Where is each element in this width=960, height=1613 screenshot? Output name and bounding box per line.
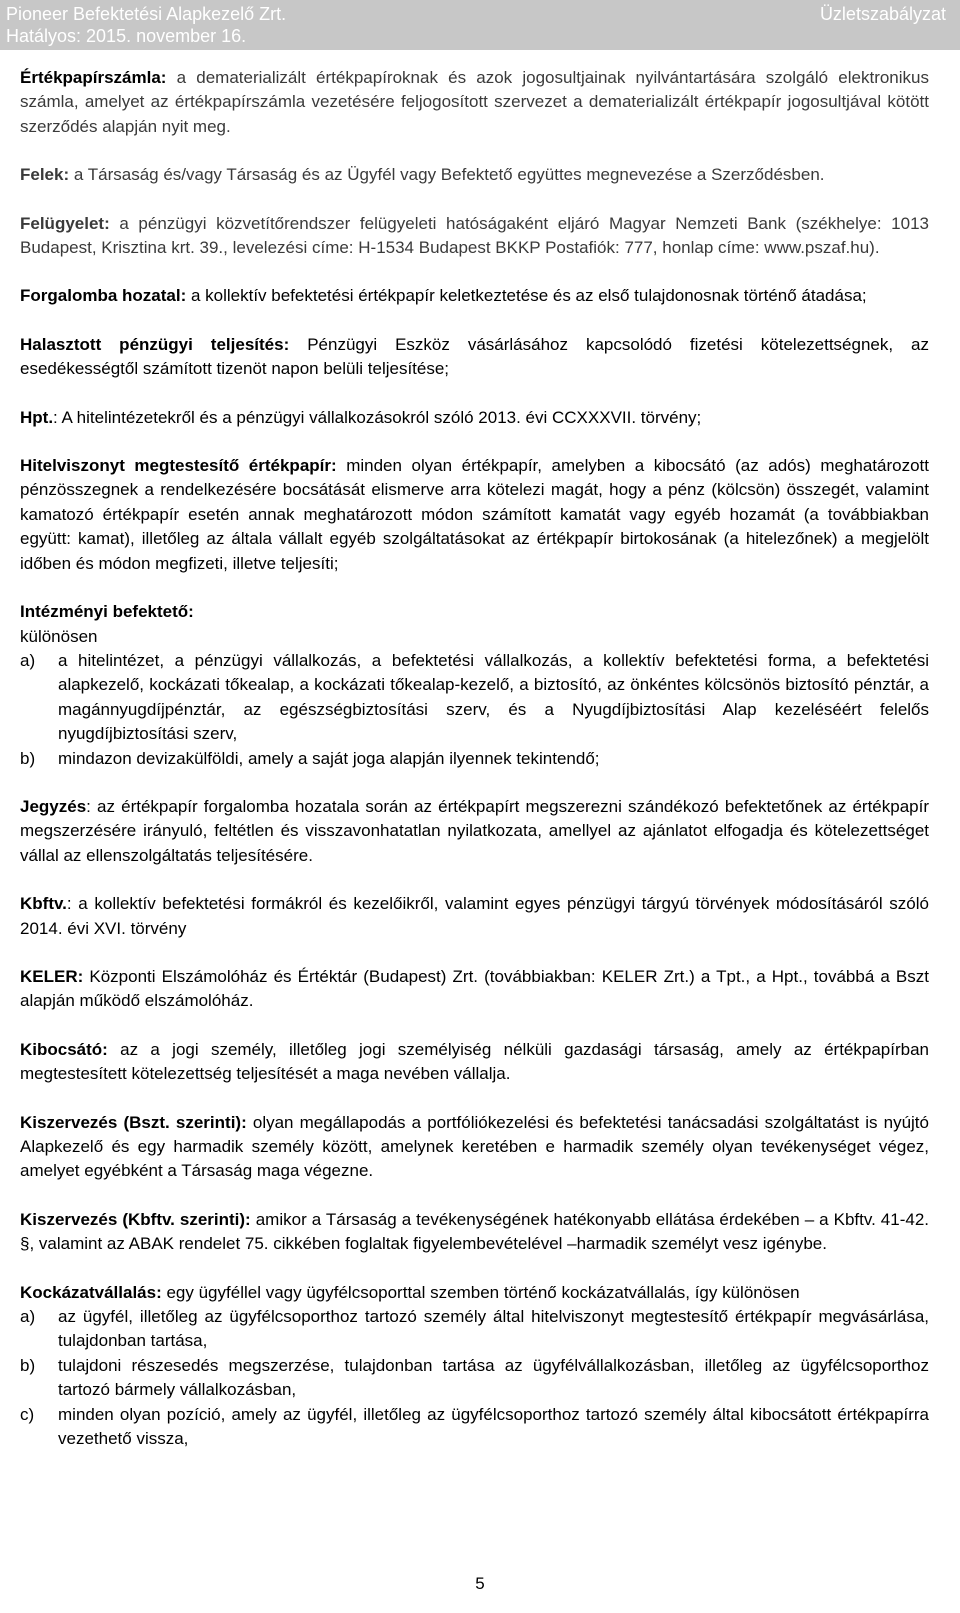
risk-term: Kockázatvállalás: — [20, 1282, 162, 1302]
definition-forgalomba-hozatal: Forgalomba hozatal: a kollektív befektetési értékpapír keletkeztetése és az első tulajdonosnak történő átadása; — [20, 286, 867, 306]
document-body — [20, 66, 929, 1475]
definition-felugyelet: Felügyelet: a pénzügyi közvetítőrendszer felügyeleti hatóságaként eljáró Magyar Nemzeti Bank (székhelye: 1013 Budapest, Krisztina krt. 39., levelezési címe: H-1534 Budapest BKKP Postafiók: 777, honlap címe: www.pszaf.hu). — [20, 213, 929, 258]
list-item: c) minden olyan pozíció, amely az ügyfél, illetőleg az ügyfélcsoporthoz tartozó személy által kibocsátott értékpapírra vezethető vissza, — [20, 1404, 929, 1449]
list-item: b) tulajdoni részesedés megszerzése, tulajdonban tartása az ügyfélvállalkozásban, illetőleg az ügyfélcsoporthoz tartozó bármely vállalkozásban, — [20, 1355, 929, 1400]
definition-kbftv: Kbftv.: a kollektív befektetési formákról és kezelőikről, valamint egyes pénzügyi tárgyú törvények módosításáról szóló 2014. évi XVI. törvény — [20, 894, 929, 938]
definition-kockazatvallalas — [20, 1281, 929, 1452]
definition-intezmenyi-befekteto — [20, 600, 929, 771]
list-item: b) mindazon devizakülföldi, amely a saját joga alapján ilyennek tekintendő; — [20, 748, 600, 768]
page-header — [0, 0, 960, 50]
risk-intro: egy ügyféllel vagy ügyfélcsoporttal szemben történő kockázatvállalás, így különösen — [161, 1282, 800, 1302]
header-left — [6, 3, 286, 47]
page-number: 5 — [475, 1574, 485, 1593]
effective-date: Hatályos: 2015. november 16. — [6, 26, 247, 46]
definition-kiszervezes-kbftv: Kiszervezés (Kbftv. szerinti): amikor a Társaság a tevékenységének hatékonyabb ellátása érdekében – a Kbftv. 41-42. §, valamint az ABAK rendelet 75. cikkében foglaltak figyelembevételével –harmadik személyt vesz igénybe. — [20, 1209, 929, 1254]
definition-hitelviszony: Hitelviszonyt megtestesítő értékpapír: minden olyan értékpapír, amelyben a kibocsátó (az adós) meghatározott pénzösszegnek a rendelkezésére bocsátását elismerve arra kötelezi magát, hogy a pénz (kölcsön) összegét, valamint kamatozó értékpapír esetén annak meghatározott módon számított kamatát vagy egyéb hozamát (a továbbiakban együtt: kamat), illetőleg az általa vállalt egyéb szolgáltatásokat az értékpapír birtokosának (a hitelezőnek) a megjelölt időben és módon megfizeti, illetve teljesíti; — [20, 456, 929, 573]
definition-ertekpapirszamla: Értékpapírszámla: a dematerializált értékpapíroknak és azok jogosultjainak nyilvántartására szolgáló elektronikus számla, amelyet az értékpapírszámla vezetésére feljogosított szervezet a dematerializált értékpapír jogosultjával kötött szerződés alapján nyit meg. — [20, 68, 929, 136]
list-item: a) az ügyfél, illetőleg az ügyfélcsoporthoz tartozó személy által hitelviszonyt megtestesítő értékpapír megvásárlása, tulajdonban tartása, — [20, 1307, 929, 1351]
definition-hpt: Hpt.: A hitelintézetekről és a pénzügyi vállalkozásokról szóló 2013. évi CCXXXVII. törvény; — [20, 407, 702, 427]
institutional-intro: különösen — [20, 626, 98, 646]
definition-halasztott-teljesites: Halasztott pénzügyi teljesítés: Pénzügyi Eszköz vásárlásához kapcsolódó fizetési kötelezettségnek, az esedékességtől számított tizenöt napon belüli teljesítése; — [20, 334, 929, 379]
definition-felek: Felek: a Társaság és/vagy Társaság és az Ügyfél vagy Befektető együttes megnevezése a Szerződésben. — [20, 165, 825, 185]
definition-jegyzes: Jegyzés: az értékpapír forgalomba hozatala során az értékpapírt megszerezni szándékozó befektetőnek az értékpapír megszerzésére irányuló, feltétlen és visszavonhatatlan nyilatkozata, amellyel az ajánlatot elfogadja és kötelezettséget vállal az ellenszolgáltatás teljesítésére. — [20, 796, 929, 865]
list-item: a) a hitelintézet, a pénzügyi vállalkozás, a befektetési vállalkozás, a kollektív befektetési forma, a befektetési alapkezelő, kockázati tőkealap, a kockázati tőkealap-kezelő, a biztosító, az önkéntes kölcsönös biztosító pénztár, a magánnyugdíjpénztár, az egészségbiztosítási szerv, és a Nyugdíjbiztosítási Alap kezeléséért felelős nyugdíjbiztosítási szerv, — [20, 650, 929, 744]
institutional-term: Intézményi befektető: — [20, 602, 194, 622]
definition-keler: KELER: Központi Elszámolóház és Értéktár (Budapest) Zrt. (továbbiakban: KELER Zrt.) a Tpt., a Hpt., továbbá a Bszt alapján működő elszámolóház. — [20, 966, 929, 1011]
definition-kiszervezes-bszt: Kiszervezés (Bszt. szerinti): olyan megállapodás a portfóliókezelési és befektetési tanácsadási szolgáltatást is nyújtó Alapkezelő és egy harmadik személy között, amelynek keretében e harmadik személy olyan tevékenységet végez, amelyet egyébként a Társaság maga végezne. — [20, 1112, 929, 1181]
document-title: Üzletszabályzat — [819, 4, 946, 24]
definition-kibocsato: Kibocsátó: az a jogi személy, illetőleg jogi személyiség nélküli gazdasági társaság, amely az értékpapírban megtestesített kötelezettség teljesítését a maga nevében vállalja. — [20, 1039, 929, 1084]
company-name: Pioneer Befektetési Alapkezelő Zrt. — [6, 4, 287, 24]
